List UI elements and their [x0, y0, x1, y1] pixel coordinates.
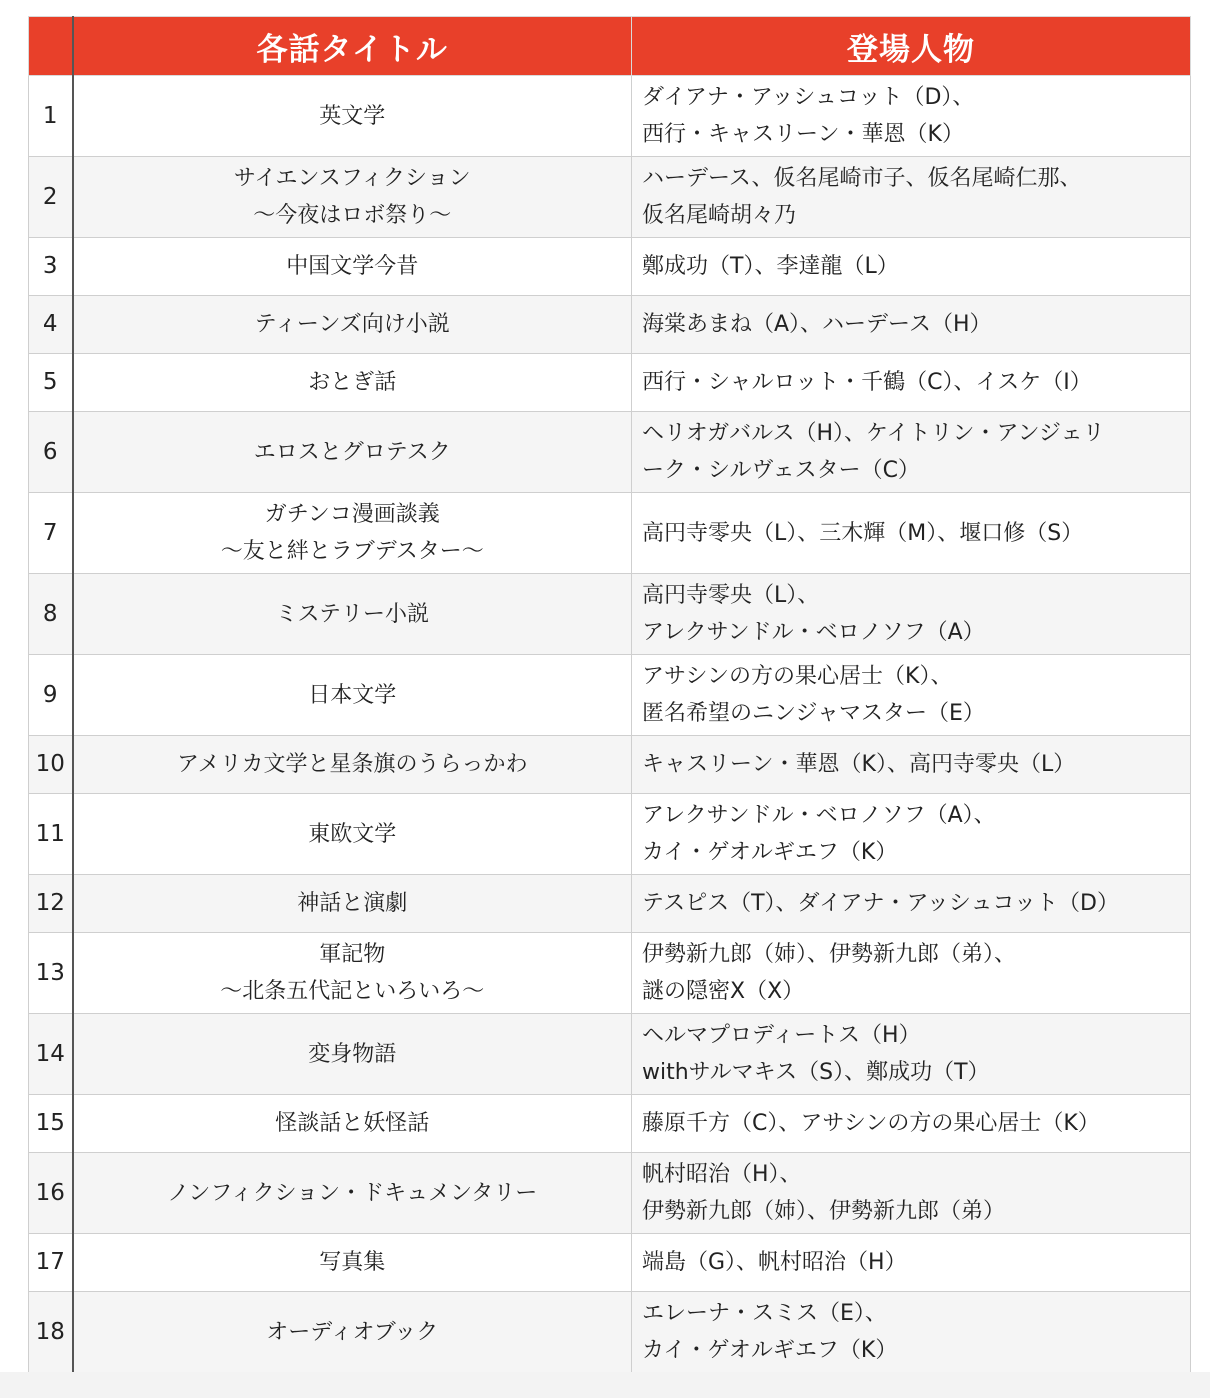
characters-cell	[632, 157, 1191, 238]
episode-title-line: 〜今夜はロボ祭り〜	[253, 203, 452, 228]
episode-title-line: サイエンスフィクション	[233, 166, 471, 191]
characters-line: 西行・シャルロット・千鶴（C）、イスケ（I）	[642, 370, 1092, 395]
episode-number-cell: 7	[29, 493, 73, 574]
episode-title-line: オーディオブック	[266, 1319, 439, 1345]
episode-title-cell	[73, 1292, 632, 1373]
characters-cell	[632, 574, 1191, 655]
episode-title-line: ガチンコ漫画談義	[264, 502, 440, 527]
characters-cell	[632, 1153, 1191, 1234]
episode-title-cell	[73, 412, 632, 493]
episode-number-cell: 10	[29, 736, 73, 794]
episode-title-line: ノンフィクション・ドキュメンタリー	[167, 1180, 538, 1206]
episode-number-cell: 5	[29, 354, 73, 412]
characters-line: 仮名尾崎胡々乃	[642, 203, 797, 228]
characters-cell	[632, 794, 1191, 875]
characters-cell	[632, 296, 1191, 354]
episode-title-line: ティーンズ向け小説	[254, 312, 450, 337]
header-number-cell	[29, 17, 73, 76]
episode-number-cell: 14	[29, 1014, 73, 1095]
episode-title-cell	[73, 354, 632, 412]
episode-number-cell: 17	[29, 1234, 73, 1292]
characters-cell	[632, 736, 1191, 794]
episode-title-line: 怪談話と妖怪話	[275, 1111, 430, 1136]
characters-line: 海棠あまね（A）、ハーデース（H）	[642, 312, 992, 337]
table-body	[29, 76, 1191, 1373]
episode-title-cell	[73, 655, 632, 736]
episode-table	[28, 16, 1191, 1373]
episode-number-cell: 11	[29, 794, 73, 875]
episode-number-cell: 9	[29, 655, 73, 736]
table-row	[29, 794, 1191, 875]
episode-title-cell	[73, 574, 632, 655]
episode-title-line: 日本文学	[308, 682, 397, 708]
characters-cell	[632, 412, 1191, 493]
episode-number-cell: 18	[29, 1292, 73, 1373]
characters-line: アサシンの方の果心居士（K）、	[642, 664, 953, 689]
header-characters-cell: 登場人物	[632, 17, 1191, 76]
characters-cell	[632, 655, 1191, 736]
page-bottom-band	[0, 1372, 1210, 1398]
episode-title-line: 写真集	[319, 1250, 386, 1275]
episode-title-cell	[73, 1014, 632, 1095]
characters-line: キャスリーン・華恩（K）、高円寺零央（L）	[642, 752, 1076, 777]
table-row	[29, 933, 1191, 1014]
episode-number-cell: 12	[29, 875, 73, 933]
characters-line: アレクサンドル・ベロノソフ（A）、	[642, 803, 996, 828]
characters-line: 謎の隠密X（X）	[642, 979, 805, 1004]
table-row	[29, 76, 1191, 157]
episode-number-cell: 2	[29, 157, 73, 238]
characters-cell	[632, 875, 1191, 933]
episode-title-line: 軍記物	[319, 942, 386, 967]
episode-number-cell: 15	[29, 1095, 73, 1153]
table-row	[29, 412, 1191, 493]
characters-line: エレーナ・スミス（E）、	[642, 1301, 887, 1326]
characters-cell	[632, 1095, 1191, 1153]
episode-title-line: 東欧文学	[308, 821, 397, 847]
characters-cell	[632, 354, 1191, 412]
characters-cell	[632, 1014, 1191, 1095]
header-title-cell: 各話タイトル	[73, 17, 632, 76]
episode-number-cell: 4	[29, 296, 73, 354]
characters-cell	[632, 76, 1191, 157]
episode-title-line: 〜北条五代記といろいろ〜	[220, 979, 485, 1004]
characters-line: 伊勢新九郎（姉）、伊勢新九郎（弟）、	[642, 942, 1017, 967]
episode-title-line: エロスとグロテスク	[253, 439, 451, 465]
episode-title-cell	[73, 493, 632, 574]
table-row	[29, 1234, 1191, 1292]
episode-title-line: 変身物語	[308, 1041, 397, 1067]
episode-number-cell: 8	[29, 574, 73, 655]
characters-line: ヘリオガバルス（H）、ケイトリン・アンジェリ	[642, 421, 1105, 446]
episode-title-cell	[73, 1234, 632, 1292]
table-row	[29, 1153, 1191, 1234]
episode-number-cell: 16	[29, 1153, 73, 1234]
table-row	[29, 1014, 1191, 1095]
episode-table-container	[28, 16, 1190, 1373]
episode-title-cell	[73, 1153, 632, 1234]
episode-title-line: 神話と演劇	[297, 891, 408, 916]
table-row	[29, 1095, 1191, 1153]
characters-line: 高円寺零央（L）、	[642, 583, 820, 608]
characters-line: アレクサンドル・ベロノソフ（A）	[642, 620, 985, 645]
table-row	[29, 655, 1191, 736]
table-row	[29, 493, 1191, 574]
characters-line: ハーデース、仮名尾崎市子、仮名尾崎仁那、	[642, 166, 1082, 191]
characters-line: ヘルマプロディートス（H）	[642, 1023, 921, 1048]
episode-title-line: 中国文学今昔	[286, 254, 419, 279]
characters-line: ダイアナ・アッシュコット（D）、	[642, 85, 975, 110]
table-row	[29, 1292, 1191, 1373]
header-row	[29, 17, 1191, 76]
characters-cell	[632, 1234, 1191, 1292]
episode-title-cell	[73, 794, 632, 875]
episode-title-cell	[73, 875, 632, 933]
table-row	[29, 875, 1191, 933]
characters-line: カイ・ゲオルギエフ（K）	[642, 840, 898, 865]
episode-title-cell	[73, 1095, 632, 1153]
episode-number-cell: 3	[29, 238, 73, 296]
characters-line: テスピス（T）、ダイアナ・アッシュコット（D）	[642, 891, 1119, 916]
characters-line: 伊勢新九郎（姉）、伊勢新九郎（弟）	[642, 1199, 1006, 1224]
episode-title-line: おとぎ話	[308, 370, 397, 395]
characters-line: 高円寺零央（L）、三木輝（M）、堰口修（S）	[642, 520, 1084, 546]
characters-line: 端島（G）、帆村昭治（H）	[642, 1250, 907, 1275]
table-row	[29, 296, 1191, 354]
table-row	[29, 354, 1191, 412]
characters-line: カイ・ゲオルギエフ（K）	[642, 1338, 898, 1363]
characters-line: 匿名希望のニンジャマスター（E）	[642, 701, 985, 726]
episode-number-cell: 1	[29, 76, 73, 157]
episode-title-line: アメリカ文学と星条旗のうらっかわ	[177, 752, 528, 777]
episode-title-cell	[73, 238, 632, 296]
characters-line: withサルマキス（S）、鄭成功（T）	[642, 1060, 990, 1085]
table-header	[29, 17, 1191, 76]
episode-title-line: ミステリー小説	[275, 601, 430, 627]
table-row	[29, 574, 1191, 655]
episode-title-line: 〜友と絆とラブデスター〜	[220, 539, 484, 564]
table-row	[29, 736, 1191, 794]
table-row	[29, 157, 1191, 238]
episode-number-cell: 6	[29, 412, 73, 493]
characters-line: 藤原千方（C）、アサシンの方の果心居士（K）	[642, 1111, 1100, 1136]
episode-title-cell	[73, 76, 632, 157]
episode-title-cell	[73, 296, 632, 354]
characters-line: 西行・キャスリーン・華恩（K）	[642, 122, 964, 147]
characters-cell	[632, 933, 1191, 1014]
characters-line: 鄭成功（T）、李達龍（L）	[642, 254, 899, 279]
characters-line: 帆村昭治（H）、	[642, 1162, 802, 1187]
characters-cell	[632, 1292, 1191, 1373]
table-row	[29, 238, 1191, 296]
episode-title-cell	[73, 157, 632, 238]
episode-number-cell: 13	[29, 933, 73, 1014]
episode-title-line: 英文学	[319, 103, 386, 129]
episode-title-cell	[73, 736, 632, 794]
episode-title-cell	[73, 933, 632, 1014]
characters-cell	[632, 493, 1191, 574]
characters-line: ーク・シルヴェスター（C）	[642, 458, 920, 483]
characters-cell	[632, 238, 1191, 296]
